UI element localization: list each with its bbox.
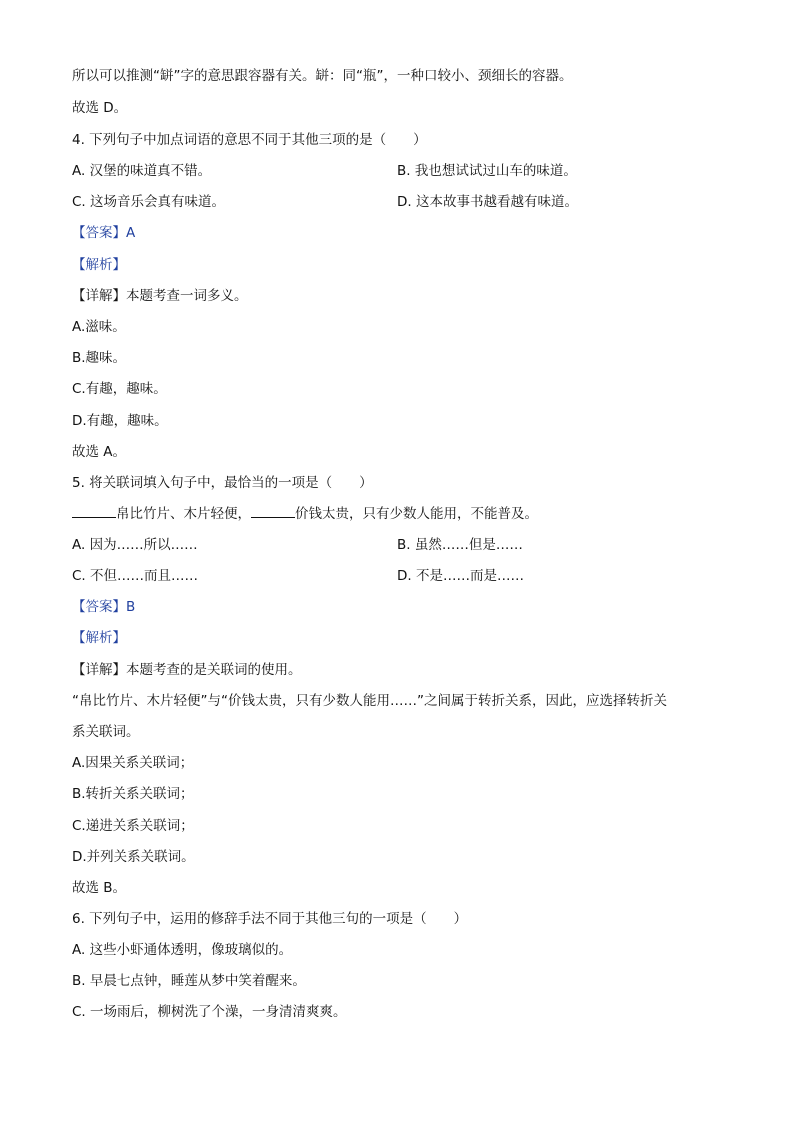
option-a: A. 因为……所以……	[72, 537, 198, 553]
explanation-line: “帛比竹片、木片轻便”与“价钱太贵，只有少数人能用……”之间属于转折关系，因此，应选择转折关	[72, 693, 667, 709]
option-d: D. 不是……而是……	[397, 568, 524, 584]
option-b: B. 早晨七点钟，睡莲从梦中笑着醒来。	[72, 973, 306, 989]
analysis-label: 【解析】	[72, 257, 126, 273]
text-line: 所以可以推测“缾”字的意思跟容器有关。缾：同“瓶”，一种口较小、颈细长的容器。	[72, 68, 573, 84]
question-4: 4. 下列句子中加点词语的意思不同于其他三项的是（ ）	[72, 132, 427, 148]
question-6: 6. 下列句子中，运用的修辞手法不同于其他三句的一项是（ ）	[72, 911, 468, 927]
sentence-part: 帛比竹片、木片轻便，	[116, 506, 251, 522]
option-a: A. 汉堡的味道真不错。	[72, 163, 212, 179]
text-line: C.有趣，趣味。	[72, 381, 167, 397]
option-b: B. 虽然……但是……	[397, 537, 523, 553]
blank	[251, 505, 295, 518]
question-5: 5. 将关联词填入句子中，最恰当的一项是（ ）	[72, 475, 373, 491]
option-d: D. 这本故事书越看越有味道。	[397, 194, 578, 210]
option-c: C. 一场雨后，柳树洗了个澡，一身清清爽爽。	[72, 1004, 347, 1020]
option-b: B. 我也想试试过山车的味道。	[397, 163, 577, 179]
analysis-label: 【解析】	[72, 630, 126, 646]
text-line: B.转折关系关联词；	[72, 786, 194, 802]
answer-label: 【答案】A	[72, 225, 136, 241]
blank	[72, 505, 116, 518]
text-line: D.并列关系关联词。	[72, 849, 195, 865]
text-line: A.因果关系关联词；	[72, 755, 194, 771]
text-line: A.滋味。	[72, 319, 126, 335]
text-line: 故选 D。	[72, 100, 128, 116]
text-line: C.递进关系关联词；	[72, 818, 194, 834]
option-c: C. 不但……而且……	[72, 568, 199, 584]
detail-line: 【详解】本题考查的是关联词的使用。	[72, 662, 302, 678]
answer-label: 【答案】B	[72, 599, 136, 615]
sentence-part: 价钱太贵，只有少数人能用，不能普及。	[295, 506, 538, 522]
question-5-sentence	[72, 504, 538, 524]
text-line: 故选 B。	[72, 880, 127, 896]
text-line: D.有趣，趣味。	[72, 413, 168, 429]
detail-line: 【详解】本题考查一词多义。	[72, 288, 248, 304]
text-line: B.趣味。	[72, 350, 127, 366]
option-a: A. 这些小虾通体透明，像玻璃似的。	[72, 942, 293, 958]
option-c: C. 这场音乐会真有味道。	[72, 194, 226, 210]
explanation-line: 系关联词。	[72, 724, 140, 740]
text-line: 故选 A。	[72, 444, 127, 460]
